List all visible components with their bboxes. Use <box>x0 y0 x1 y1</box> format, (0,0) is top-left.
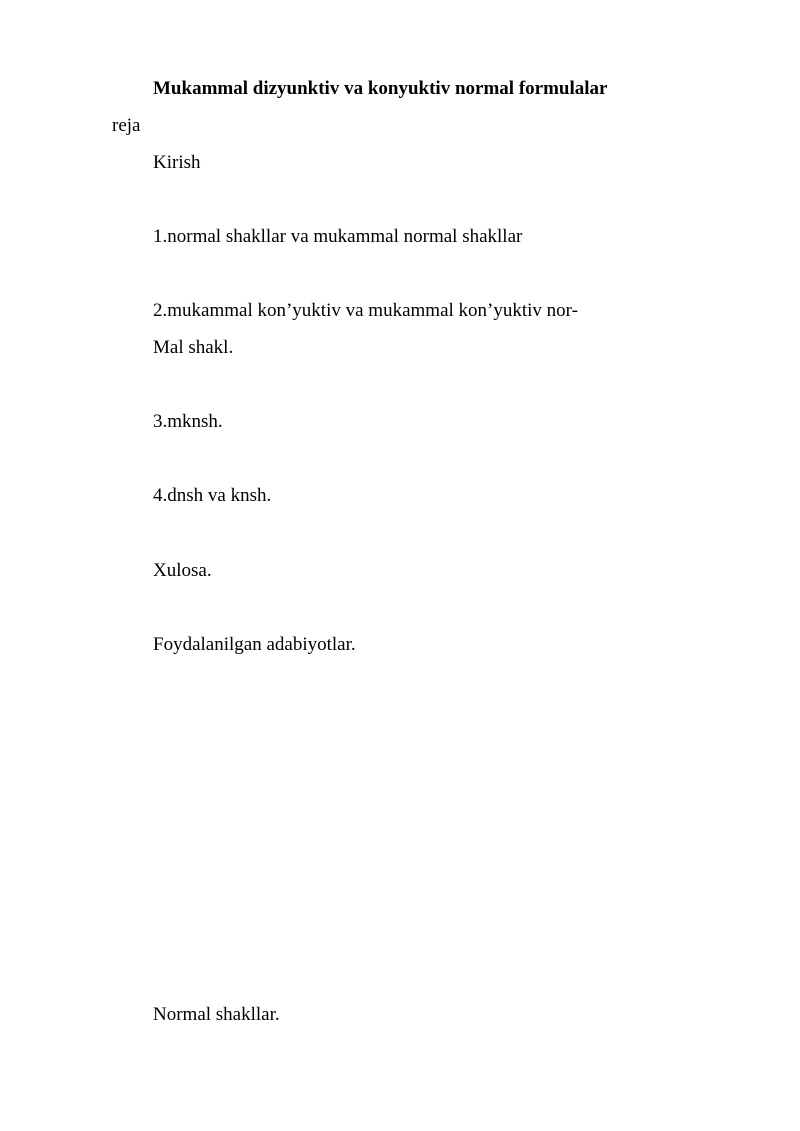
plan-item-3: 3.mknsh. <box>153 411 223 432</box>
plan-item-2-continued: Mal shakl. <box>153 337 234 358</box>
section-heading: Normal shakllar. <box>153 1004 280 1025</box>
plan-item-1: 1.normal shakllar va mukammal normal shakllar <box>153 226 523 247</box>
document-title: Mukammal dizyunktiv va konyuktiv normal formulalar <box>153 78 608 99</box>
plan-item-2: 2.mukammal kon’yuktiv va mukammal kon’yuktiv nor- <box>153 300 578 321</box>
plan-item-intro: Kirish <box>153 152 201 173</box>
plan-item-4: 4.dnsh va knsh. <box>153 485 272 506</box>
plan-item-references: Foydalanilgan adabiyotlar. <box>153 634 356 655</box>
plan-label: reja <box>112 115 141 136</box>
plan-item-conclusion: Xulosa. <box>153 560 212 581</box>
